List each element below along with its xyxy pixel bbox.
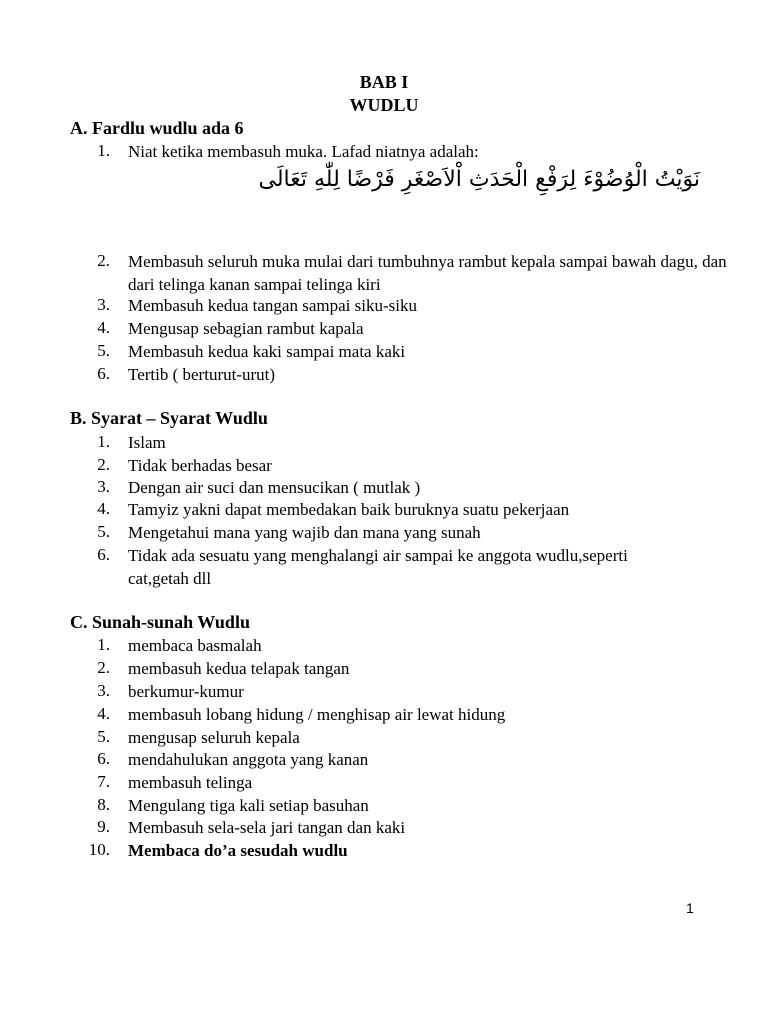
list-item-text: berkumur-kumur [128,682,244,701]
list-item-number: 8. [97,795,110,814]
chapter-title: BAB I [359,72,409,92]
list-item-number: 1. [97,635,110,654]
list-item-text: Tidak ada sesuatu yang menghalangi air sampai ke anggota wudlu,seperti cat,getah dll [128,546,628,588]
list-item-text: Tidak berhadas besar [128,456,272,475]
list-item-number: 5. [97,341,110,360]
list-item-text: Tertib ( berturut-urut) [128,365,276,384]
list-item-text: Membasuh sela-sela jari tangan dan kaki [128,818,406,837]
list-item-number: 7. [97,772,110,791]
section-b-heading: B. Syarat – Syarat Wudlu [70,408,268,428]
list-item-text: Mengulang tiga kali setiap basuhan [128,796,369,815]
page-number: 1 [686,900,694,916]
list-item-number: 3. [97,681,110,700]
list-item-text: membasuh kedua telapak tangan [128,659,350,678]
list-item-text: membaca basmalah [128,636,262,655]
list-item-number: 4. [97,499,110,518]
list-item-text: Mengetahui mana yang wajib dan mana yang sunah [128,523,481,542]
list-item-text: Islam [128,433,166,452]
list-item-number: 1. [97,432,110,451]
list-item-number: 3. [97,295,110,314]
list-item-number: 6. [97,545,110,564]
list-item-number: 1. [97,141,110,160]
list-item-number: 4. [97,318,110,337]
list-item-text: Membasuh kedua tangan sampai siku-siku [128,296,417,315]
list-item-number: 5. [97,522,110,541]
list-item-number: 10. [88,840,110,859]
list-item-text: Mengusap sebagian rambut kapala [128,319,364,338]
list-item-text: Niat ketika membasuh muka. Lafad niatnya adalah: [128,142,479,161]
list-item-number: 2. [97,455,110,474]
section-c-heading: C. Sunah-sunah Wudlu [70,612,250,632]
list-item-number: 9. [97,817,110,836]
list-item-number: 2. [97,658,110,677]
list-item-text: Membasuh kedua kaki sampai mata kaki [128,342,406,361]
list-item-text: Membasuh seluruh muka mulai dari tumbuhnya rambut kepala sampai bawah dagu, dan dari telinga kanan sampai telinga kiri [128,252,727,294]
list-item-number: 5. [97,727,110,746]
list-item-number: 3. [97,477,110,496]
list-item-text: mendahulukan anggota yang kanan [128,750,369,769]
list-item-text: Membaca do’a sesudah wudlu [128,841,348,860]
list-item-text: Dengan air suci dan mensucikan ( mutlak ) [128,478,421,497]
list-item-number: 4. [97,704,110,723]
list-item-number: 6. [97,749,110,768]
list-item-text: membasuh telinga [128,773,253,792]
section-a-heading: A. Fardlu wudlu ada 6 [70,118,244,138]
arabic-niat-text: نَوَيْتُ الْوُضُوْءَ لِرَفْعِ الْحَدَثِ اْلاَصْغَرِ فَرْضًا لِلّٰهِ تَعَالَى [258,167,700,192]
list-item-number: 6. [97,364,110,383]
list-item-number: 2. [97,251,110,270]
list-item-text: Tamyiz yakni dapat membedakan baik buruknya suatu pekerjaan [128,500,570,519]
chapter-subtitle: WUDLU [349,95,419,115]
list-item-text: membasuh lobang hidung / menghisap air lewat hidung [128,705,506,724]
list-item-text: mengusap seluruh kepala [128,728,300,747]
